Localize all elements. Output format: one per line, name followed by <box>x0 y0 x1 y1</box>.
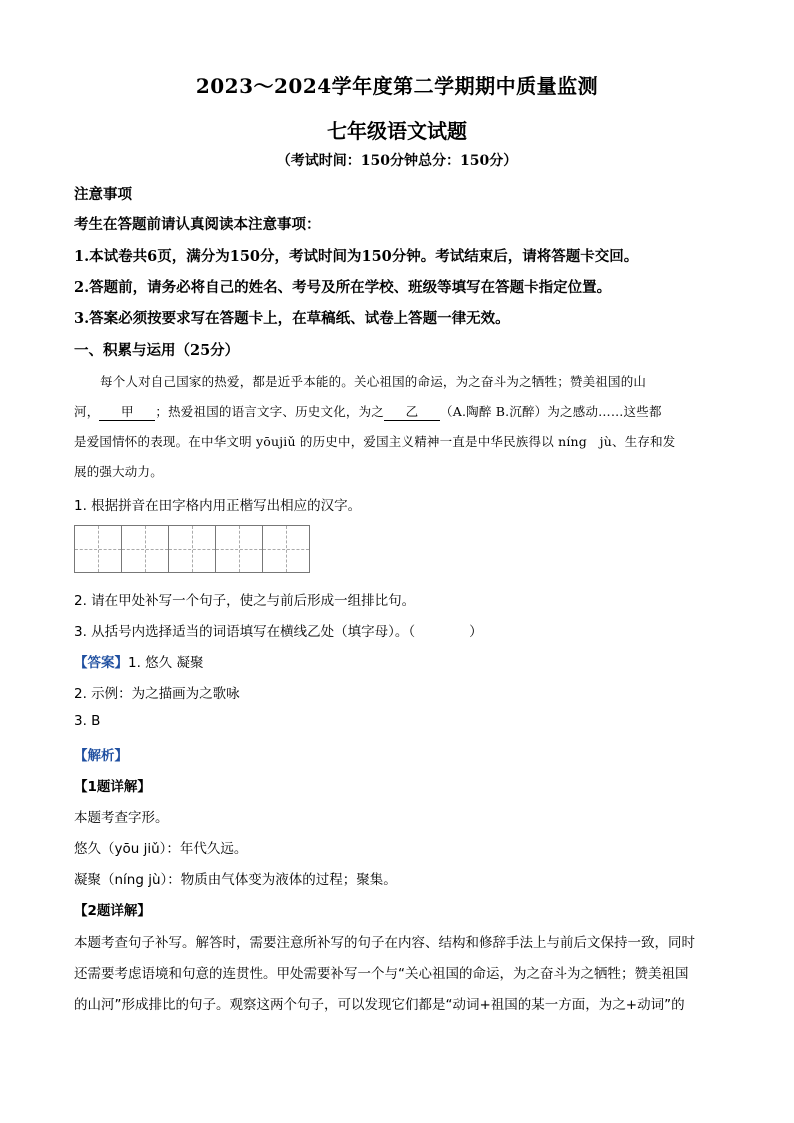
passage-line-4: 展的强大动力。 <box>74 464 163 479</box>
answer-tag: 【答案】 <box>74 655 128 671</box>
notice-item-2: 2.答题前，请务必将自己的姓名、考号及所在学校、班级等填写在答题卡指定位置。 <box>74 279 612 296</box>
notice-intro: 考生在答题前请认真阅读本注意事项： <box>74 216 321 233</box>
question-1: 1. 根据拼音在田字格内用正楷写出相应的汉字。 <box>74 498 362 514</box>
passage-line-3: 是爱国情怀的表现。在中华文明 yōujiǔ 的历史中，爱国主义精神一直是中华民族得以 níng jù、生存和发 <box>74 434 676 449</box>
q1-detail-tag: 【1题详解】 <box>74 779 151 795</box>
passage-line-2-start: 河， <box>74 404 100 419</box>
answer-line-2: 2. 示例：为之描画为之歌咏 <box>74 686 240 702</box>
q2-detail-line-2: 还需要考虑语境和句意的连贯性。甲处需要补写一个与“关心祖国的命运，为之奋斗为之牺牲；赞美祖国 <box>74 966 689 982</box>
question-2: 2. 请在甲处补写一个句子，使之与前后形成一组排比句。 <box>74 593 416 609</box>
exam-info: （考试时间：150分钟总分：150分） <box>276 153 518 169</box>
blank-yi: 乙 <box>384 402 440 421</box>
answer-1: 1. 悠久 凝聚 <box>128 655 204 671</box>
answer-line-3: 3. B <box>74 713 101 729</box>
section-heading: 一、积累与运用（25分） <box>74 342 240 359</box>
grid-cell <box>215 525 263 573</box>
passage-line-2-mid: ；热爱祖国的语言文字、历史文化，为之 <box>155 404 385 419</box>
tianzige-grid <box>74 525 309 573</box>
q1-detail-line-3: 凝聚（níng jù）：物质由气体变为液体的过程；聚集。 <box>74 872 397 888</box>
answer-line-1 <box>74 651 203 671</box>
analysis-tag: 【解析】 <box>74 748 128 764</box>
grid-cell <box>168 525 216 573</box>
notice-item-3: 3.答案必须按要求写在答题卡上，在草稿纸、试卷上答题一律无效。 <box>74 310 510 327</box>
q2-detail-line-1: 本题考查句子补写。解答时，需要注意所补写的句子在内容、结构和修辞手法上与前后文保持一致，同时 <box>74 935 695 951</box>
q1-detail-line-2: 悠久（yōu jiǔ）：年代久远。 <box>74 841 248 857</box>
passage-line-1: 每个人对自己国家的热爱，都是近乎本能的。关心祖国的命运，为之奋斗为之牺牲；赞美祖国的山 <box>100 374 647 389</box>
grid-cell <box>262 525 310 573</box>
notice-heading: 注意事项 <box>74 186 132 203</box>
grid-cell <box>74 525 122 573</box>
notice-item-1: 1.本试卷共6页，满分为150分，考试时间为150分钟。考试结束后，请将答题卡交回。 <box>74 248 639 265</box>
q1-detail-line-1: 本题考查字形。 <box>74 810 169 826</box>
passage-line-2 <box>74 402 724 421</box>
passage-line-2-end: （A.陶醉 B.沉醉）为之感动……这些都 <box>440 404 662 419</box>
exam-subtitle: 七年级语文试题 <box>327 119 467 143</box>
blank-jia: 甲 <box>99 402 155 421</box>
exam-title: 2023～2024学年度第二学期期中质量监测 <box>195 74 599 98</box>
grid-cell <box>121 525 169 573</box>
q2-detail-tag: 【2题详解】 <box>74 903 151 919</box>
question-3: 3. 从括号内选择适当的词语填写在横线乙处（填字母）。（ ） <box>74 624 483 640</box>
q2-detail-line-3: 的山河”形成排比的句子。观察这两个句子，可以发现它们都是“动词+祖国的某一方面，为之+动词”的 <box>74 997 685 1013</box>
